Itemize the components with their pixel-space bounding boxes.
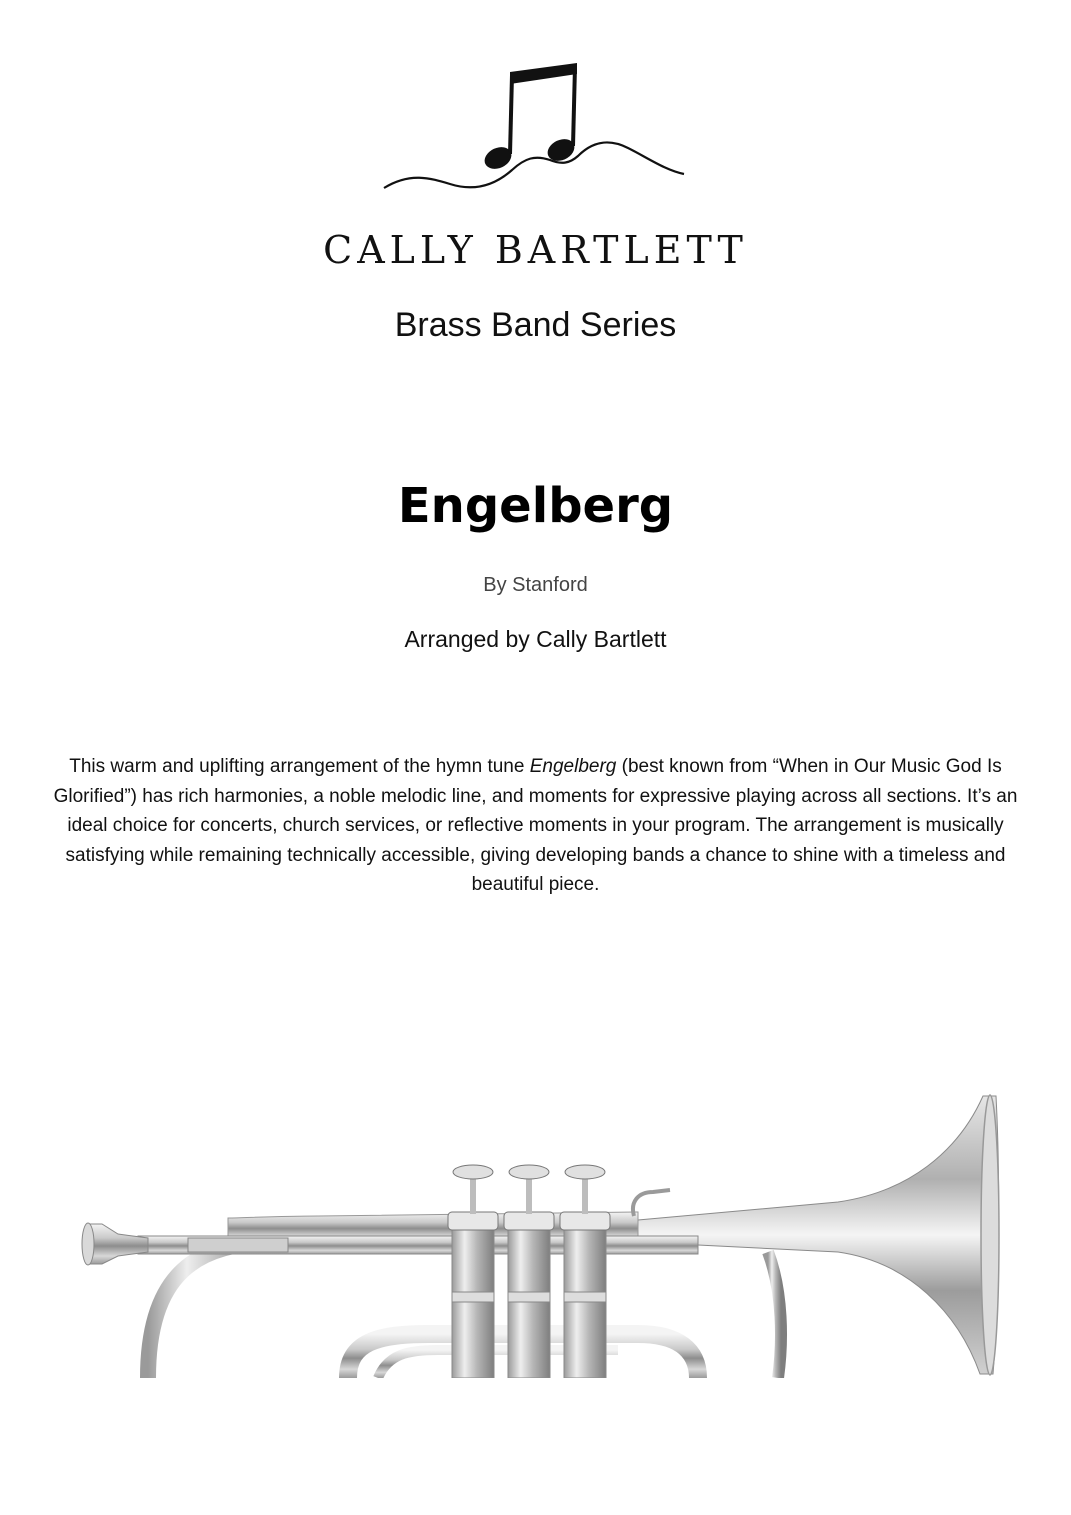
music-notes-wave-icon <box>380 60 690 200</box>
description-hymn-name: Engelberg <box>529 756 617 777</box>
piece-title: Engelberg <box>397 478 674 534</box>
description-text-start: This warm and uplifting arrangement of the hymn tune <box>69 756 530 777</box>
valve-group <box>448 1165 610 1378</box>
piece-description <box>50 752 1021 900</box>
series-title: Brass Band Series <box>394 306 677 344</box>
brand-logo <box>380 60 690 200</box>
description-text-end: (best known from “When in Our Music God Is Glorified”) has rich harmonies, a noble melodic line, and moments for expressive playing across all sections. It’s an ideal choice for concerts, church services, or reflective moments in your program. The arrangement is musically satisfying while remaining technically accessible, giving developing bands a chance to shine with a timeless and beautiful piece. <box>53 756 1018 896</box>
arranger-credit: Arranged by Cally Bartlett <box>404 626 667 652</box>
composer-credit: By Stanford <box>483 574 588 596</box>
flugelhorn-image <box>78 1092 1008 1378</box>
brand-name: CALLY BARTLETT <box>323 228 748 272</box>
